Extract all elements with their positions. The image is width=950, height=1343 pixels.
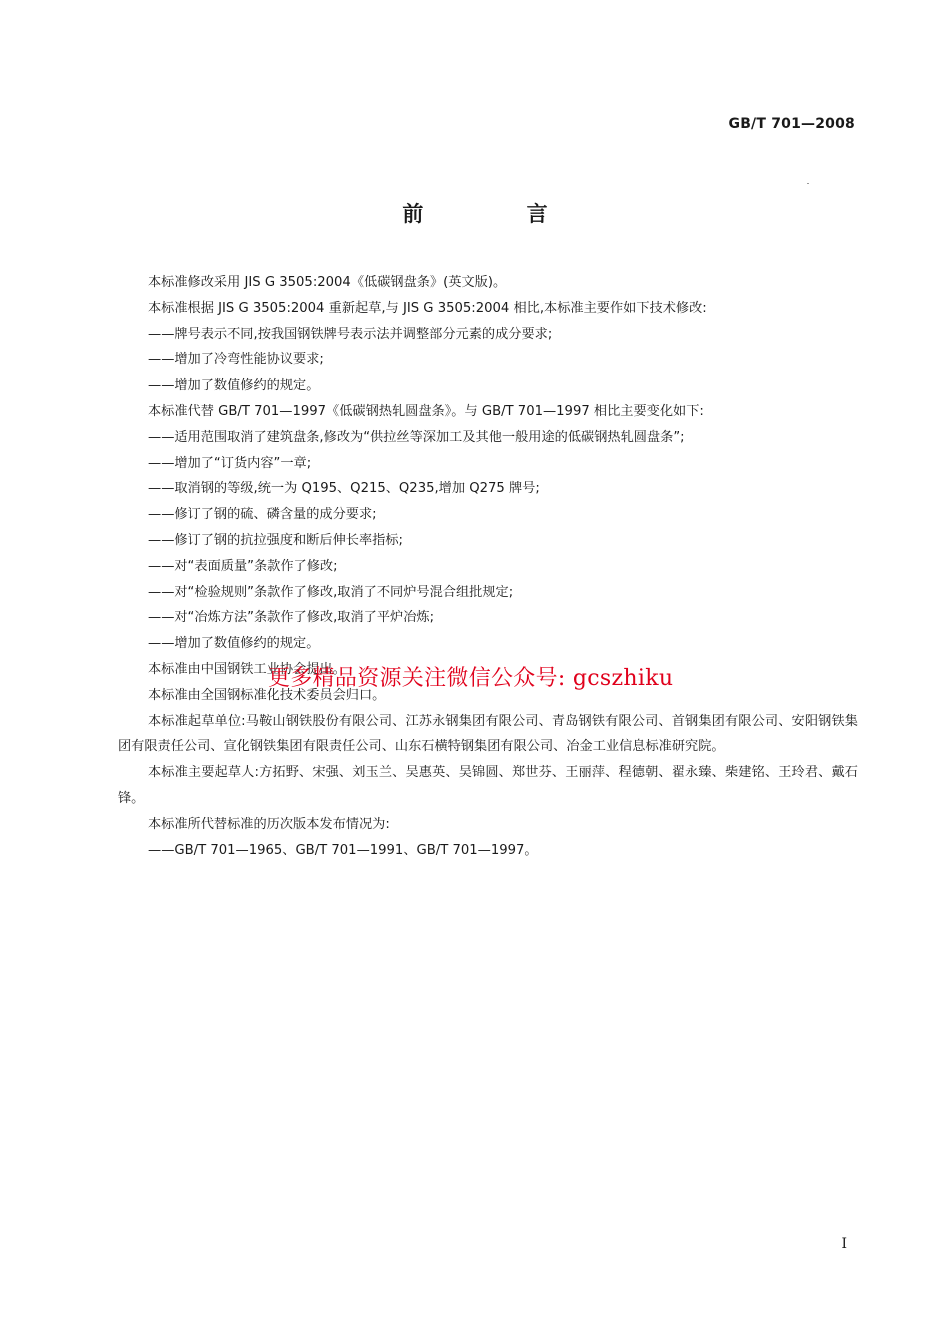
list-item: ——取消钢的等级,统一为 Q195、Q215、Q235,增加 Q275 牌号; [148, 481, 540, 497]
list-item: ——增加了数值修约的规定。 [148, 378, 320, 394]
watermark-text: 更多精品资源关注微信公众号: gcszhiku [268, 666, 674, 691]
standard-code: GB/T 701—2008 [728, 116, 855, 132]
paragraph: 本标准起草单位:马鞍山钢铁股份有限公司、江苏永钢集团有限公司、青岛钢铁有限公司、首钢集团有限公司、安阳钢铁集团有限责任公司、宣化钢铁集团有限责任公司、山东石横特钢集团有限公司、冶金工业信息标准研究院。 [118, 713, 858, 755]
list-item: ——对“表面质量”条款作了修改; [148, 558, 338, 574]
foreword-body [118, 270, 858, 863]
list-item: ——对“检验规则”条款作了修改,取消了不同炉号混合组批规定; [148, 584, 514, 600]
list-item: ——增加了冷弯性能协议要求; [148, 352, 324, 368]
list-item: ——修订了钢的硫、磷含量的成分要求; [148, 507, 377, 523]
list-item: ——修订了钢的抗拉强度和断后伸长率指标; [148, 532, 404, 548]
list-item: ——GB/T 701—1965、GB/T 701—1991、GB/T 701—1997。 [148, 842, 538, 858]
scan-speck [807, 183, 809, 184]
list-item: ——增加了数值修约的规定。 [148, 636, 320, 652]
page-title: 前 言 [402, 202, 596, 226]
paragraph: 本标准由中国钢铁工业协会提出。 [148, 661, 346, 677]
page-number: I [841, 1236, 847, 1252]
paragraph: 本标准修改采用 JIS G 3505:2004《低碳钢盘条》(英文版)。 [148, 275, 507, 290]
paragraph: 本标准所代替标准的历次版本发布情况为: [148, 816, 390, 832]
list-item: ——牌号表示不同,按我国钢铁牌号表示法并调整部分元素的成分要求; [148, 326, 553, 342]
list-item: ——增加了“订货内容”一章; [148, 455, 312, 471]
list-item: ——适用范围取消了建筑盘条,修改为“供拉丝等深加工及其他一般用途的低碳钢热轧圆盘条”; [148, 429, 685, 445]
paragraph: 本标准主要起草人:方拓野、宋强、刘玉兰、吴惠英、吴锦圆、郑世芬、王丽萍、程德朝、翟永臻、柴建铭、王玲君、戴石锋。 [118, 765, 858, 806]
paragraph: 本标准根据 JIS G 3505:2004 重新起草,与 JIS G 3505:2004 相比,本标准主要作如下技术修改: [148, 300, 707, 316]
list-item: ——对“冶炼方法”条款作了修改,取消了平炉冶炼; [148, 610, 435, 626]
paragraph: 本标准由全国钢标准化技术委员会归口。 [148, 687, 386, 703]
paragraph: 本标准代替 GB/T 701—1997《低碳钢热轧圆盘条》。与 GB/T 701—1997 相比主要变化如下: [148, 403, 704, 419]
